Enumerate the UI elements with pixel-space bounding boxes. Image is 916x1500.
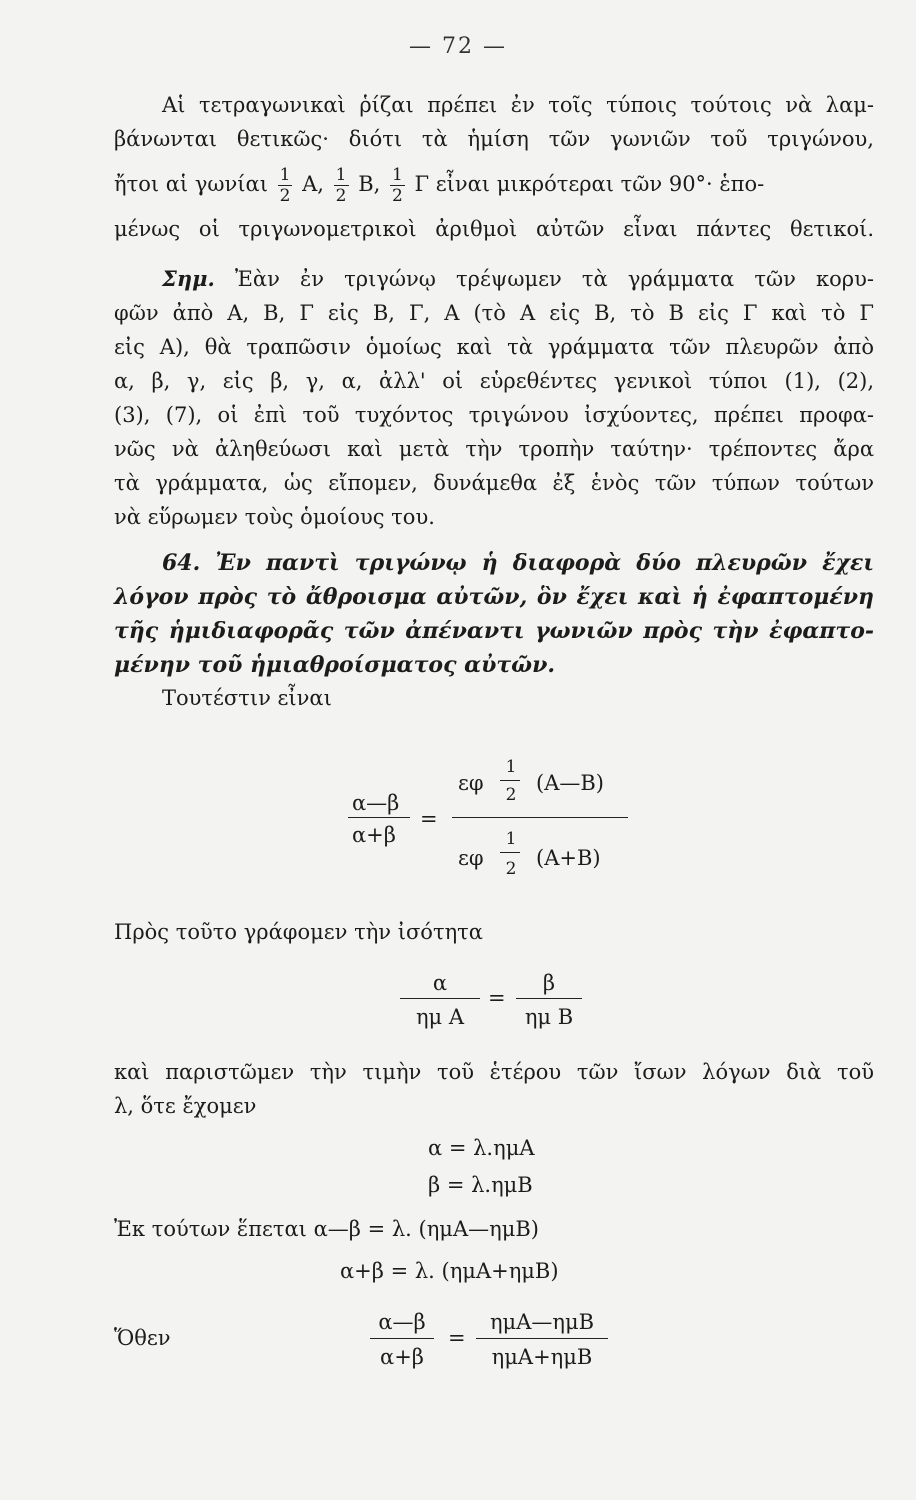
text-line: λόγον πρὸς τὸ ἄθροισμα αὐτῶν, ὃν ἔχει καὶ ἡ ἐφαπτομένη: [114, 584, 874, 610]
fraction-bar: [476, 1338, 608, 1339]
angle-diff: (Α—Β): [536, 771, 604, 795]
text-line: α, β, γ, εἰς β, γ, α, ἀλλ' οἱ εὑρεθέντες γενικοὶ τύποι (1), (2),: [114, 369, 874, 393]
text-line: [114, 262, 874, 296]
text-segment: Ἐὰν ἐν τριγώνῳ τρέψωμεν τὰ γράμματα τῶν κορυ-: [234, 267, 874, 291]
text-segment: Γ εἶναι μικρότεραι τῶν 90°· ἑπο-: [414, 172, 765, 196]
fraction-bar: [370, 1338, 434, 1339]
text-line: τὰ γράμματα, ὡς εἴπομεν, δυνάμεθα ἐξ ἑνὸς τῶν τύπων τούτων: [114, 471, 874, 495]
text-line: [114, 1212, 874, 1246]
text-segment: Τουτέστιν εἶναι: [162, 686, 332, 710]
fraction-bar: [400, 998, 480, 999]
fraction-bar: [348, 817, 410, 818]
text-line: [114, 915, 874, 949]
text-line: μένως οἱ τριγωνομετρικοὶ ἀριθμοὶ αὐτῶν εἶναι πάντες θετικοί.: [114, 217, 874, 241]
text-line: μένην τοῦ ἡμιαθροίσματος αὐτῶν.: [114, 652, 556, 678]
fraction-half: $\frac{1}{2}$: [279, 164, 291, 206]
text-line-fractions: [114, 156, 874, 212]
fraction-bar: [516, 998, 582, 999]
ef-top: εφ: [458, 771, 484, 795]
text-line: φῶν ἀπὸ Α, Β, Γ εἰς Β, Γ, Α (τὸ Α εἰς Β, τὸ Β εἰς Γ καὶ τὸ Γ: [114, 301, 874, 325]
half-bar: [500, 780, 520, 781]
ef-bottom: εφ: [458, 846, 484, 870]
text-segment: Β,: [358, 172, 381, 196]
equals-sign: =: [448, 1326, 466, 1350]
text-line: [114, 681, 874, 715]
text-line: νὰ εὕρωμεν τοὺς ὁμοίους του.: [114, 505, 435, 529]
fraction-half: $\frac{1}{2}$: [391, 164, 403, 206]
half-num: 1: [505, 829, 517, 849]
alpha: α: [432, 971, 448, 995]
lhs-denominator: α+β: [380, 1345, 424, 1369]
theorem-64: [114, 546, 874, 682]
text-segment: Πρὸς τοῦτο γράφομεν τὴν ἰσότητα: [114, 920, 483, 944]
text-line: καὶ παριστῶμεν τὴν τιμὴν τοῦ ἑτέρου τῶν ἴσων λόγων διὰ τοῦ: [114, 1060, 874, 1084]
equation-beta-lambda: β = λ.ημΒ: [428, 1173, 533, 1197]
text-line: [114, 546, 874, 580]
text-line: Αἱ τετραγωνικαὶ ῥίζαι πρέπει ἐν τοῖς τύποις τούτοις νὰ λαμ-: [162, 93, 874, 117]
text-segment: Ἐκ τούτων ἕπεται α—β = λ. (ημΑ—ημΒ): [114, 1217, 539, 1241]
lhs-numerator: α—β: [352, 791, 400, 815]
text-line: λ, ὅτε ἔχομεν: [114, 1094, 257, 1118]
main-fraction-bar: [452, 817, 628, 818]
note-paragraph: [114, 262, 874, 534]
text-segment: ἤτοι αἱ γωνίαι: [114, 172, 268, 196]
text-segment: Ἐν παντὶ τριγώνῳ ἡ διαφορὰ δύο πλευρῶν ἔχει: [215, 550, 874, 576]
equation-alpha-lambda: α = λ.ημΑ: [428, 1136, 535, 1160]
half-den: 2: [505, 785, 517, 805]
text-line: τῆς ἡμιδιαφορᾶς τῶν ἀπέναντι γωνιῶν πρὸς τὴν ἐφαπτο-: [114, 618, 874, 644]
othen-label: Ὅθεν: [114, 1326, 171, 1350]
text-line: εἰς Α), θὰ τραπῶσιν ὁμοίως καὶ τὰ γράμματα τῶν πλευρῶν ἀπὸ: [114, 335, 874, 359]
beta: β: [542, 971, 556, 995]
fraction-half: $\frac{1}{2}$: [335, 164, 347, 206]
rhs-denominator: ημΑ+ημΒ: [491, 1345, 593, 1369]
text-segment: Α,: [302, 172, 324, 196]
theorem-number: 64.: [162, 550, 201, 576]
equals-sign: =: [488, 986, 506, 1010]
equation-sum: α+β = λ. (ημΑ+ημΒ): [340, 1259, 559, 1283]
lhs-denominator: α+β: [352, 823, 396, 847]
angle-sum: (Α+Β): [536, 846, 601, 870]
text-line: νῶς νὰ ἀληθεύωσι καὶ μετὰ τὴν τροπὴν ταύτην· τρέποντες ἄρα: [114, 437, 874, 461]
note-label: Σημ.: [162, 266, 215, 291]
paragraph-lambda: [114, 1055, 874, 1123]
sin-b: ημ Β: [524, 1005, 574, 1029]
paragraph-positive-roots: [114, 88, 874, 246]
equals-sign: =: [420, 807, 438, 831]
sin-a: ημ Α: [415, 1005, 465, 1029]
text-line: βάνωνται θετικῶς· διότι τὰ ἡμίση τῶν γωνιῶν τοῦ τριγώνου,: [114, 127, 874, 151]
page-number: — 72 —: [409, 34, 507, 59]
half-bar: [500, 852, 520, 853]
rhs-numerator: ημΑ—ημΒ: [489, 1310, 595, 1334]
text-line: (3), (7), οἱ ἐπὶ τοῦ τυχόντος τριγώνου ἰσχύοντες, πρέπει προφα-: [114, 403, 874, 427]
half-num: 1: [505, 757, 517, 777]
lhs-numerator: α—β: [378, 1310, 426, 1334]
half-den: 2: [505, 859, 517, 879]
